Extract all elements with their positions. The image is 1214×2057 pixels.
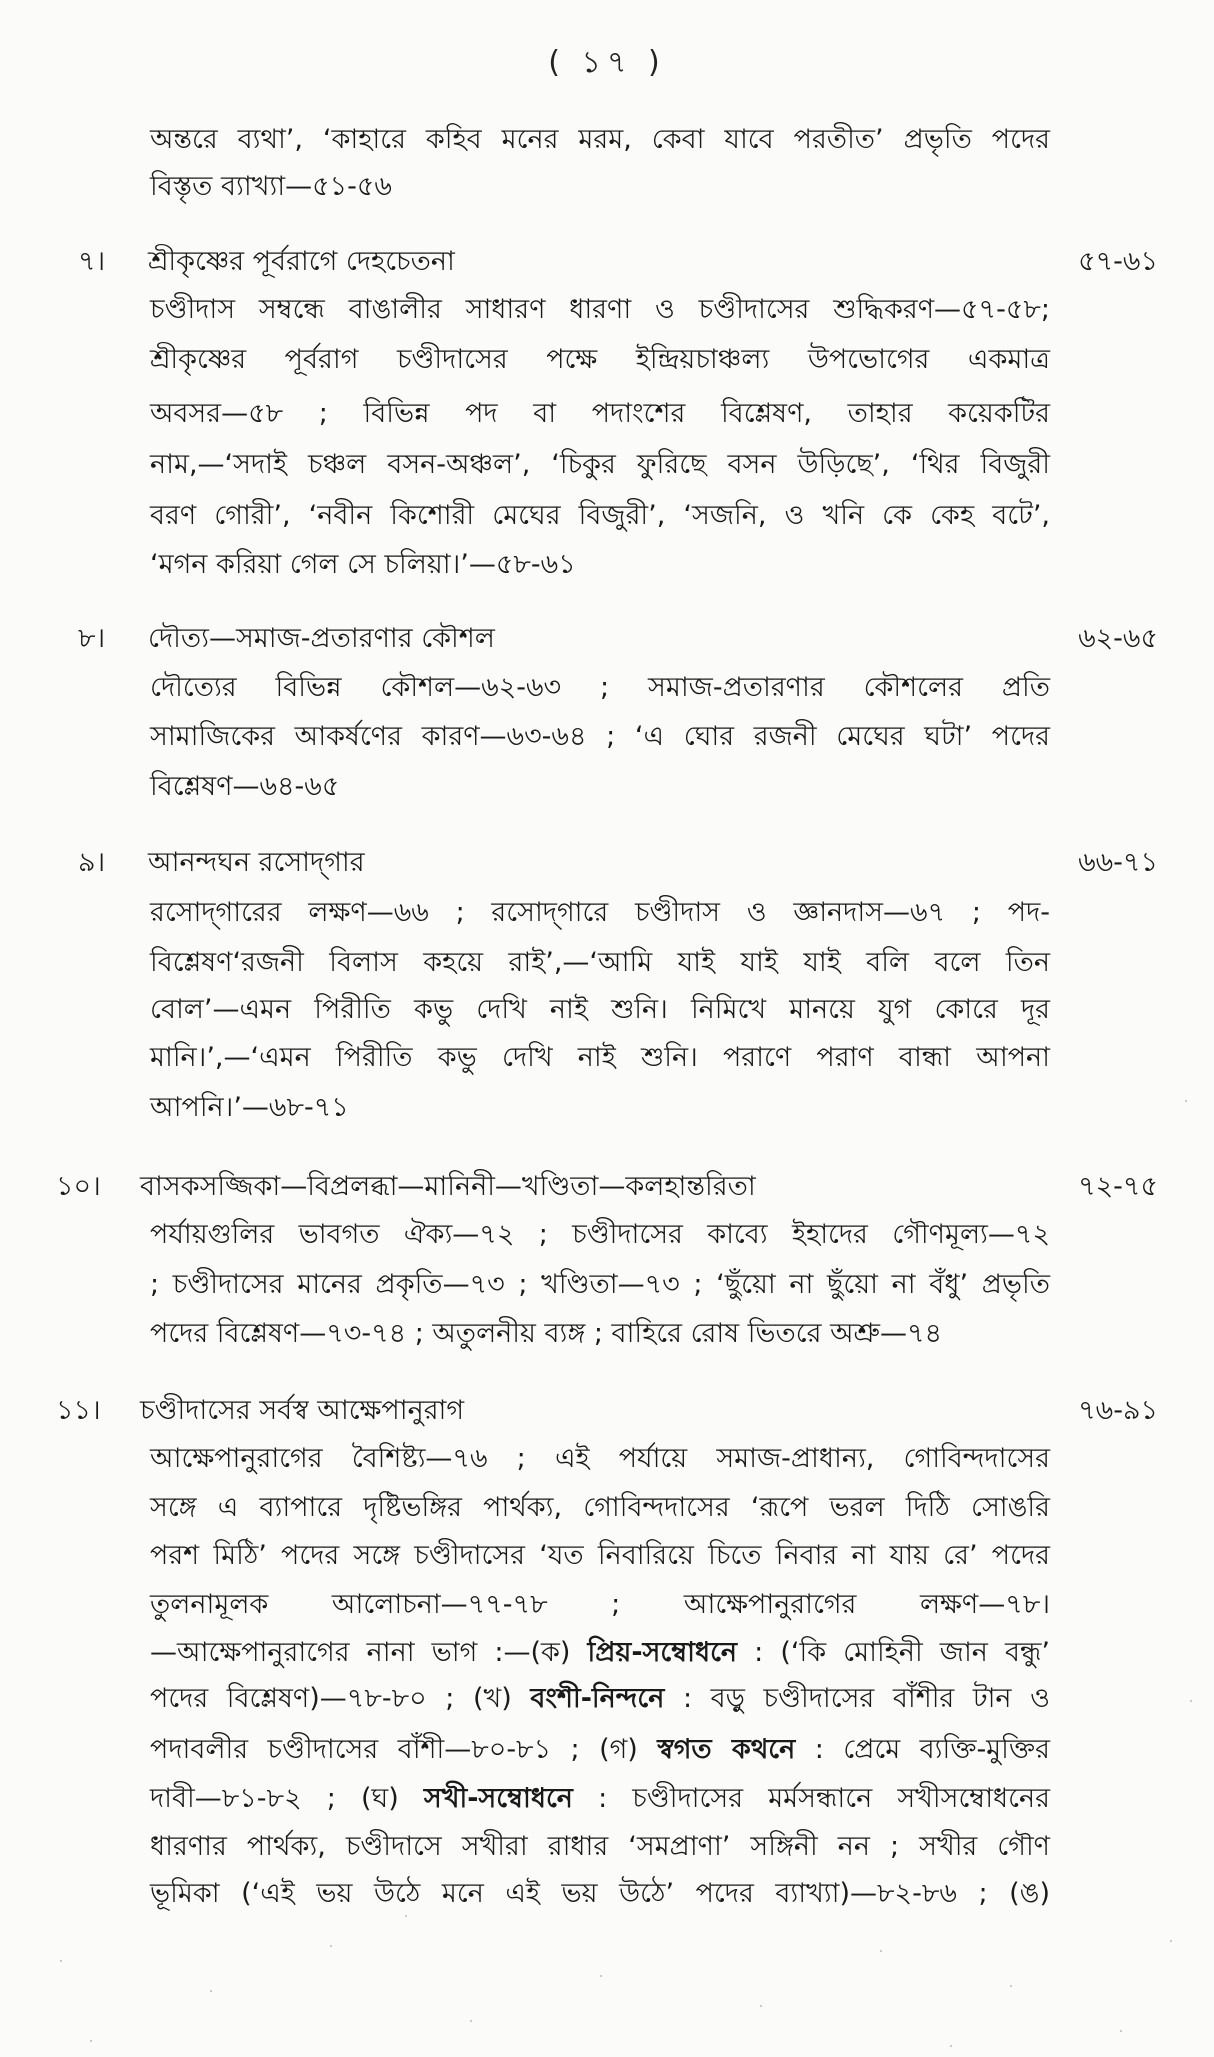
bold-subheading: প্রিয়-সম্বোধনে — [587, 1637, 738, 1668]
text-segment: পদাবলীর চণ্ডীদাসের বাঁশী—৮০-৮১ ; (গ) — [150, 1734, 658, 1765]
entry-title: বাসকসজ্জিকা—বিপ্রলব্ধা—মানিনী—খণ্ডিতা—কলহান্তরিতা — [140, 1171, 756, 1202]
entry-description-line — [150, 1674, 1050, 1724]
entry-description-line: বিশ্লেষণ—৬৪-৬৫ — [150, 771, 340, 802]
entry-description-line: বিশ্লেষণ‘রজনী বিলাস কহয়ে রাই’,—‘আমি যাই যাই যাই বলি বলে তিন — [150, 947, 1050, 978]
scan-speck — [1120, 2030, 1122, 2032]
entry-title: দৌত্য—সমাজ-প্রতারণার কৌশল — [148, 623, 495, 654]
scan-speck — [1010, 1985, 1012, 1987]
entry-description-line — [150, 1628, 1050, 1678]
entry-number: ১০। — [56, 1171, 101, 1202]
entry-description-line: রসোদ্‌গারের লক্ষণ—৬৬ ; রসোদ্‌গারে চণ্ডীদাস ও জ্ঞানদাস—৬৭ ; পদ- — [150, 897, 1050, 928]
entry-description-line — [150, 1774, 1050, 1824]
scan-speck — [760, 2005, 762, 2007]
entry-description-line: চণ্ডীদাস সম্বন্ধে বাঙালীর সাধারণ ধারণা ও চণ্ডীদাসের শুদ্ধিকরণ—৫৭-৫৮; — [150, 294, 1050, 325]
entry-number: ১১। — [56, 1395, 101, 1426]
text-segment: —আক্ষেপানুরাগের নানা ভাগ :—(ক) — [150, 1637, 588, 1668]
entry-page-range: ৫৭-৬১ — [1078, 246, 1158, 277]
scan-speck — [1170, 1940, 1172, 1942]
scan-speck — [1190, 1700, 1192, 1702]
scan-speck — [405, 1915, 407, 1917]
entry-title: আনন্দঘন রসোদ্‌গার — [148, 847, 365, 878]
text-segment: : বড়ু চণ্ডীদাসের বাঁশীর টান ও — [664, 1683, 1050, 1714]
entry-page-range: ৭৬-৯১ — [1078, 1395, 1158, 1426]
text-segment: দাবী—৮১-৮২ ; (ঘ) — [150, 1783, 424, 1814]
text-segment: : (‘কি মোহিনী জান বন্ধু’ — [737, 1637, 1050, 1668]
entry-number: ৭। — [78, 246, 106, 277]
entry-description-line: দৌত্যের বিভিন্ন কৌশল—৬২-৬৩ ; সমাজ-প্রতারণার কৌশলের প্রতি — [150, 672, 1050, 703]
scan-speck — [210, 1990, 212, 1992]
entry-description-line: আপনি।’—৬৮-৭১ — [150, 1092, 349, 1123]
continuation-line: অন্তরে ব্যথা’, ‘কাহারে কহিব মনের মরম, কেবা যাবে পরতীত’ প্রভৃতি পদের — [150, 124, 1050, 155]
entry-description-line: পদের বিশ্লেষণ—৭৩-৭৪ ; অতুলনীয় ব্যঙ্গ ; বাহিরে রোষ ভিতরে অশ্রু—৭৪ — [150, 1318, 943, 1349]
entry-description-line — [150, 1434, 1050, 1484]
page-number: ( ১৭ ) — [548, 45, 666, 80]
scan-speck — [600, 1975, 602, 1977]
entry-description-line: বরণ গোরী’, ‘নবীন কিশোরী মেঘের বিজুরী’, ‘সজনি, ও খনি কে কেহ বটে’, — [150, 500, 1050, 531]
entry-description-line — [150, 1531, 1050, 1581]
continuation-line: বিস্তৃত ব্যাখ্যা—৫১-৫৬ — [150, 171, 392, 202]
bold-subheading: সখী-সম্বোধনে — [423, 1783, 573, 1814]
text-segment: সঙ্গে এ ব্যাপারে দৃষ্টিভঙ্গির পার্থক্য, গোবিন্দদাসের ‘রূপে ভরল দিঠি সোঙরি — [150, 1492, 1050, 1523]
entry-page-range: ৭২-৭৫ — [1078, 1171, 1158, 1202]
scan-speck — [1185, 1100, 1187, 1102]
entry-description-line: ‘মগন করিয়া গেল সে চলিয়া।’—৫৮-৬১ — [150, 549, 576, 580]
text-segment: : চণ্ডীদাসের মর্মসন্ধানে সখীসম্বোধনের — [572, 1783, 1050, 1814]
text-segment: পদের বিশ্লেষণ)—৭৮-৮০ ; (খ) — [150, 1683, 531, 1714]
entry-number: ৯। — [78, 847, 106, 878]
scan-speck — [60, 1960, 62, 1962]
bold-subheading: বংশী-নিন্দনে — [530, 1683, 665, 1714]
entry-description-line — [150, 1822, 1050, 1872]
text-segment: তুলনামূলক আলোচনা—৭৭-৭৮ ; আক্ষেপানুরাগের লক্ষণ—৭৮। — [150, 1589, 1050, 1620]
entry-number: ৮। — [78, 623, 106, 654]
entry-description-line: শ্রীকৃষ্ণের পূর্বরাগ চণ্ডীদাসের পক্ষে ইন্দ্রিয়চাঞ্চল্য উপভোগের একমাত্র — [150, 344, 1050, 375]
entry-title: শ্রীকৃষ্ণের পূর্বরাগে দেহচেতনা — [148, 246, 455, 277]
text-segment: পরশ মিঠি’ পদের সঙ্গে চণ্ডীদাসের ‘যত নিবারিয়ে চিতে নিবার না যায় রে’ পদের — [150, 1540, 1050, 1571]
entry-page-range: ৬২-৬৫ — [1078, 623, 1158, 654]
entry-description-line — [150, 1580, 1050, 1630]
entry-title: চণ্ডীদাসের সর্বস্ব আক্ষেপানুরাগ — [140, 1395, 465, 1426]
entry-description-line — [150, 1483, 1050, 1533]
entry-description-line: পর্যায়গুলির ভাবগত ঐক্য—৭২ ; চণ্ডীদাসের কাব্যে ইহাদের গৌণমূল্য—৭২ — [150, 1219, 1050, 1250]
entry-page-range: ৬৬-৭১ — [1078, 847, 1158, 878]
entry-description-line — [150, 1869, 1050, 1919]
entry-description-line: অবসর—৫৮ ; বিভিন্ন পদ বা পদাংশের বিশ্লেষণ, তাহার কয়েকটির — [150, 398, 1050, 429]
scan-speck — [90, 2040, 92, 2042]
text-segment: ভূমিকা (‘এই ভয় উঠে মনে এই ভয় উঠে’ পদের ব্যাখ্যা)—৮২-৮৬ ; (ঙ) — [150, 1878, 1050, 1909]
scan-speck — [330, 1945, 332, 1947]
scan-speck — [950, 2045, 952, 2047]
text-segment: : প্রেমে ব্যক্তি-মুক্তির — [795, 1734, 1050, 1765]
entry-description-line: ; চণ্ডীদাসের মানের প্রকৃতি—৭৩ ; খণ্ডিতা—৭৩ ; ‘ছুঁয়ো না ছুঁয়ো না বঁধু’ প্রভৃতি — [150, 1269, 1050, 1300]
bold-subheading: স্বগত কথনে — [657, 1734, 796, 1765]
text-segment: আক্ষেপানুরাগের বৈশিষ্ট্য—৭৬ ; এই পর্যায়ে সমাজ-প্রাধান্য, গোবিন্দদাসের — [150, 1443, 1050, 1474]
scan-speck — [880, 1950, 882, 1952]
entry-description-line: সামাজিকের আকর্ষণের কারণ—৬৩-৬৪ ; ‘এ ঘোর রজনী মেঘের ঘটা’ পদের — [150, 721, 1050, 752]
entry-description-line: মানি।’,—‘এমন পিরীতি কভু দেখি নাই শুনি। পরাণে পরাণ বান্ধা আপনা — [150, 1042, 1050, 1073]
text-segment: ধারণার পার্থক্য, চণ্ডীদাসে সখীরা রাধার ‘সমপ্রাণা’ সঙ্গিনী নন ; সখীর গৌণ — [150, 1831, 1050, 1862]
entry-description-line: বোল’—এমন পিরীতি কভু দেখি নাই শুনি। নিমিখে মানয়ে যুগ কোরে দূর — [150, 994, 1050, 1025]
entry-description-line: নাম,—‘সদাই চঞ্চল বসন-অঞ্চল’, ‘চিকুর ফুরিছে বসন উড়িছে’, ‘থির বিজুরী — [150, 449, 1050, 480]
entry-description-line — [150, 1725, 1050, 1775]
scan-speck — [470, 2020, 472, 2022]
